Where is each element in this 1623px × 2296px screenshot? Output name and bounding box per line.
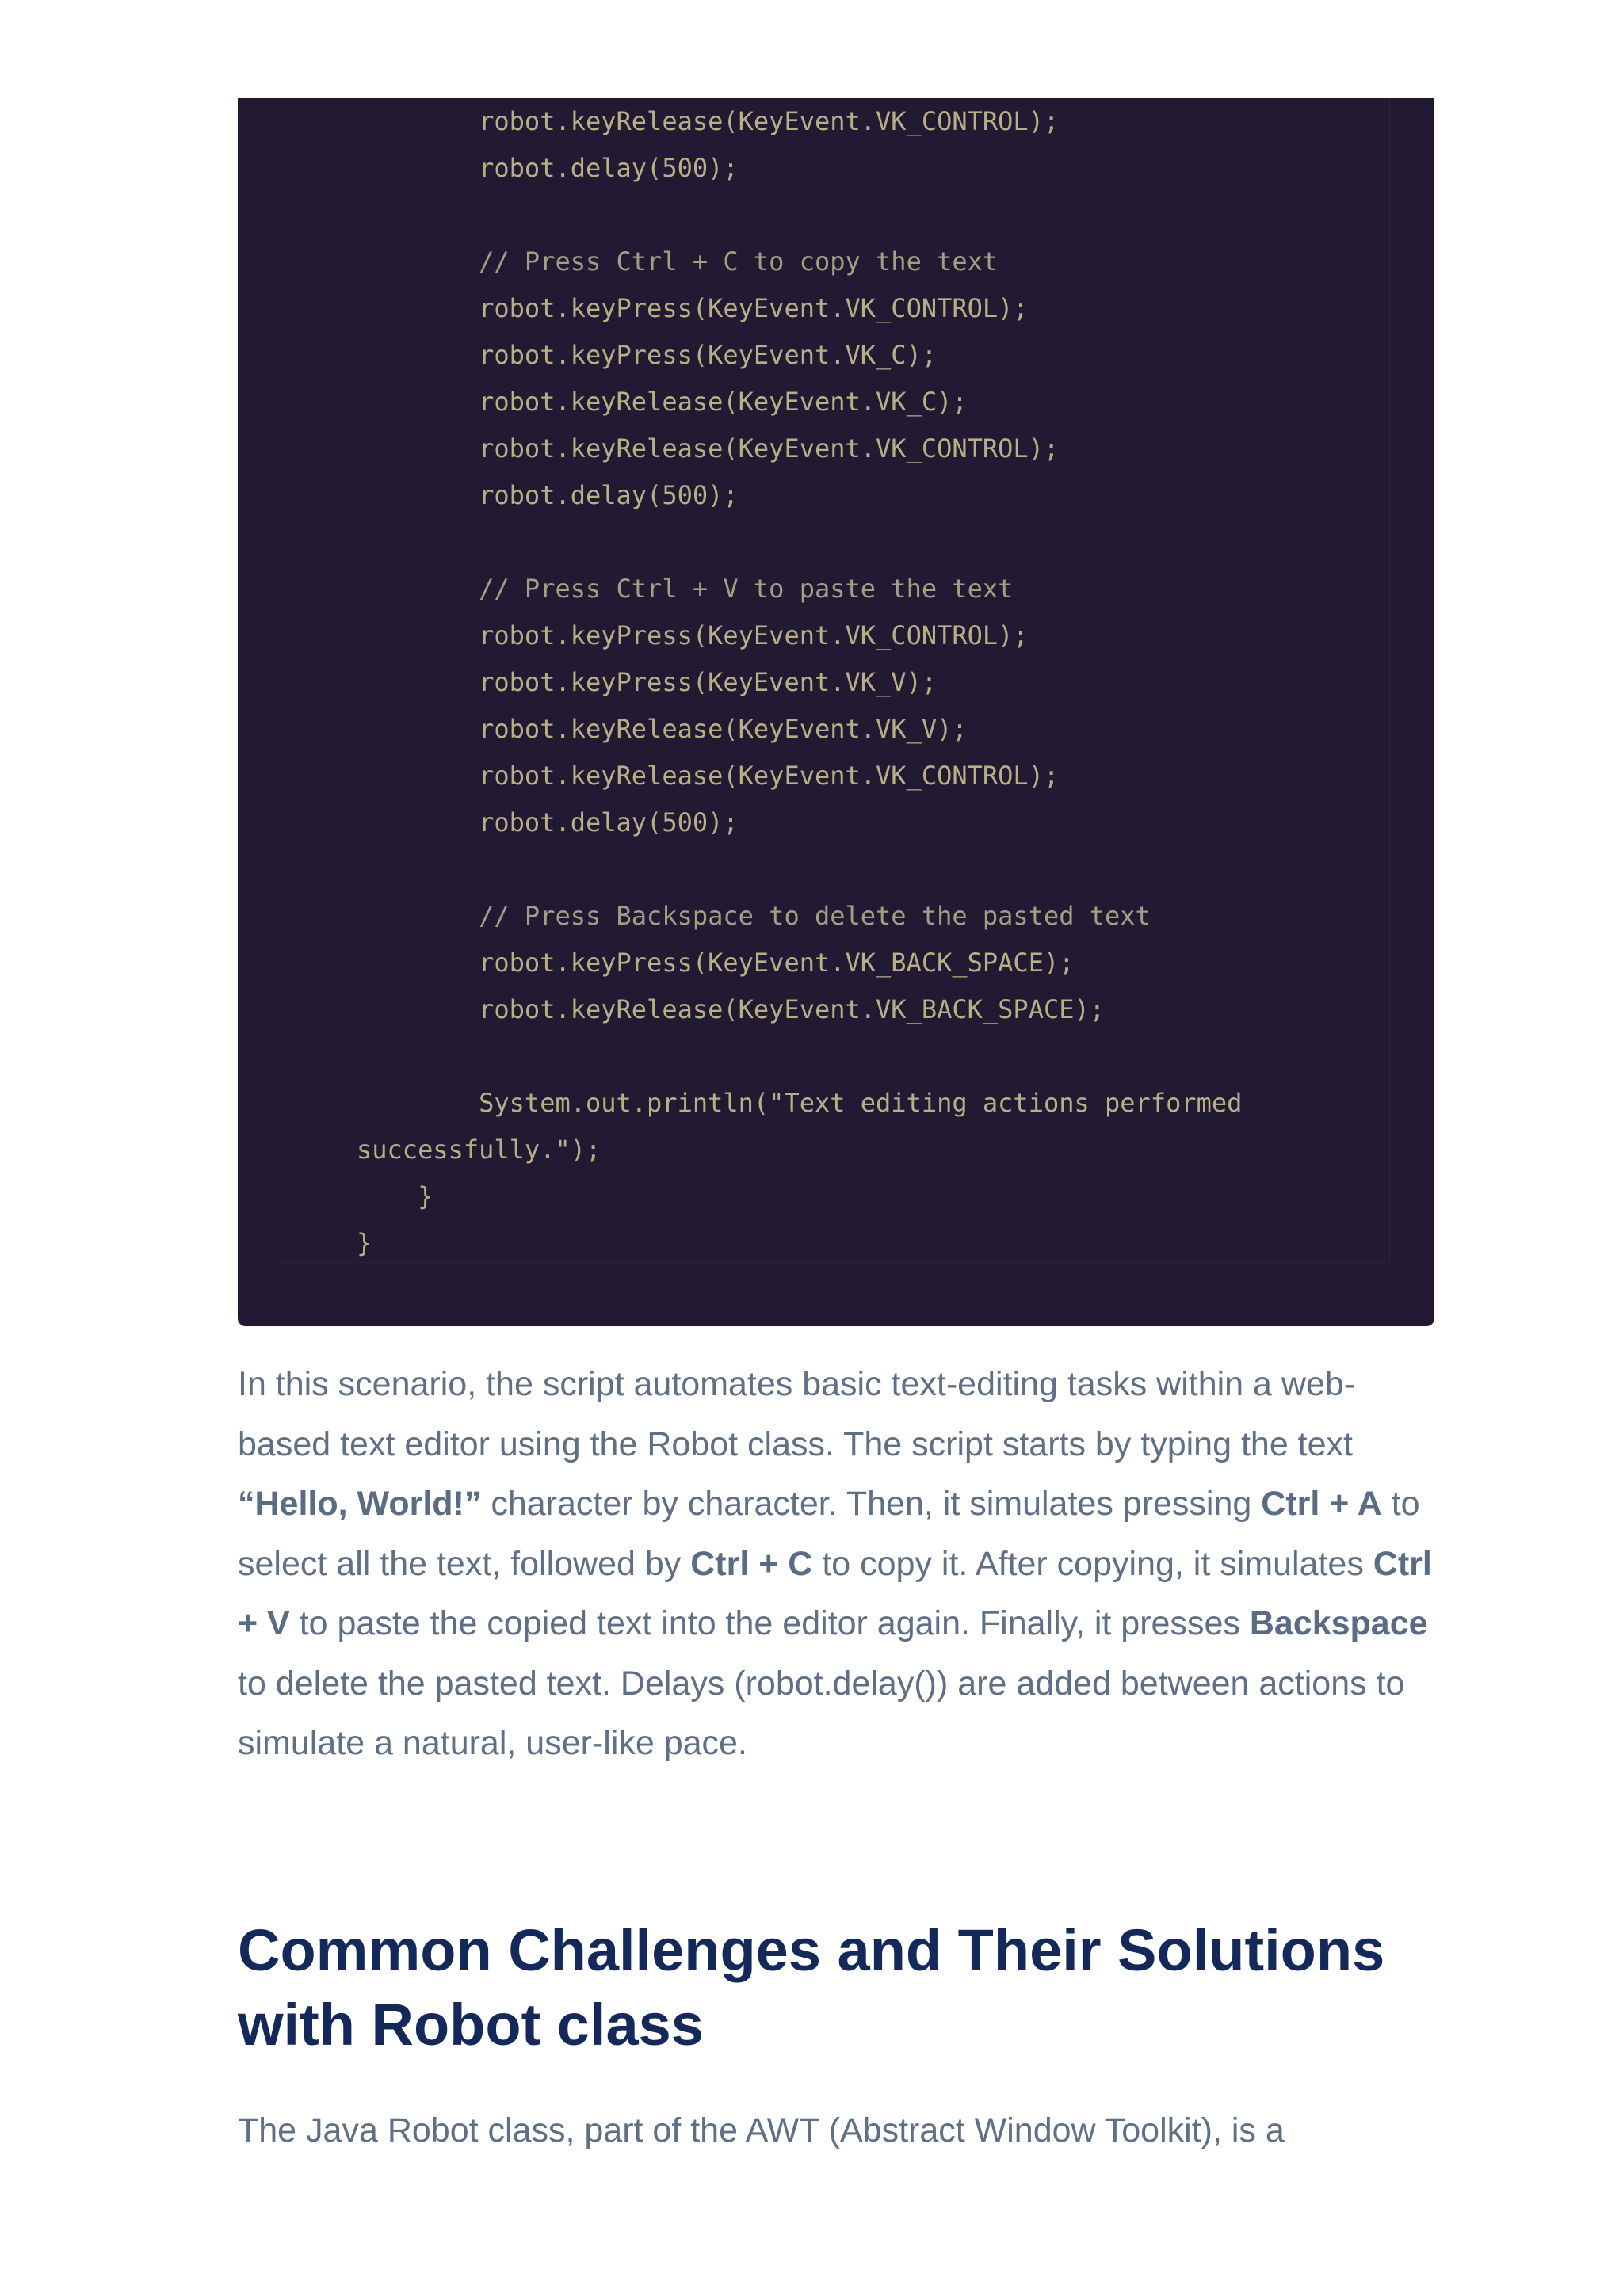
emphasis-text: Backspace <box>1249 1604 1428 1642</box>
code-line: System.out.println("Text editing actions performed <box>357 1088 1243 1118</box>
code-line: robot.keyRelease(KeyEvent.VK_CONTROL); <box>357 106 1060 136</box>
code-comment-line: // Press Ctrl + C to copy the text <box>357 246 999 277</box>
code-line: } <box>357 1228 372 1258</box>
paragraph-text: to copy it. After copying, it simulates <box>812 1544 1373 1583</box>
code-comment-line: // Press Backspace to delete the pasted text <box>357 901 1151 931</box>
code-line: robot.keyRelease(KeyEvent.VK_V); <box>357 714 968 744</box>
emphasis-text: Ctrl + A <box>1261 1485 1382 1523</box>
code-line: robot.delay(500); <box>357 807 739 837</box>
code-blank-line <box>357 846 1242 893</box>
code-line: robot.keyPress(KeyEvent.VK_C); <box>357 340 938 370</box>
code-line: robot.keyPress(KeyEvent.VK_V); <box>357 667 938 697</box>
intro-paragraph: The Java Robot class, part of the AWT (Abstract Window Toolkit), is a <box>238 2111 1285 2149</box>
emphasis-text: “Hello, World!” <box>238 1485 482 1523</box>
code-line: robot.keyRelease(KeyEvent.VK_CONTROL); <box>357 761 1060 791</box>
paragraph-text: In this scenario, the script automates basic text-editing tasks within a web-based text editor using the Robot class. The script starts by typing the text <box>238 1365 1356 1463</box>
emphasis-text: Ctrl + V <box>238 1544 1432 1642</box>
code-blank-line <box>357 519 1242 566</box>
section-heading: Common Challenges and Their Solutions with Robot class <box>238 1917 1385 2058</box>
code-line: robot.keyRelease(KeyEvent.VK_CONTROL); <box>357 433 1060 463</box>
paragraph-text: character by character. Then, it simulates pressing <box>481 1485 1262 1523</box>
code-line: robot.keyRelease(KeyEvent.VK_C); <box>357 387 968 417</box>
paragraph-text: to paste the copied text into the editor again. Finally, it presses <box>289 1604 1250 1642</box>
code-lines <box>357 98 1242 1267</box>
code-comment-line: // Press Ctrl + V to paste the text <box>357 574 1014 604</box>
code-line: robot.keyPress(KeyEvent.VK_CONTROL); <box>357 293 1029 323</box>
code-line: robot.keyRelease(KeyEvent.VK_BACK_SPACE); <box>357 994 1106 1024</box>
code-block <box>238 98 1434 1326</box>
paragraph-text: to select all the text, followed by <box>238 1485 1420 1583</box>
code-blank-line <box>357 1033 1242 1080</box>
code-scroll-area[interactable] <box>281 98 1390 1263</box>
code-line: robot.keyPress(KeyEvent.VK_CONTROL); <box>357 620 1029 650</box>
explanation-paragraph <box>238 1355 1434 1774</box>
paragraph-text: to delete the pasted text. Delays (robot.delay()) are added between actions to simulate a natural, user-like pace. <box>238 1664 1405 1762</box>
code-line: robot.delay(500); <box>357 153 739 183</box>
code-line: robot.delay(500); <box>357 480 739 510</box>
code-line: robot.keyPress(KeyEvent.VK_BACK_SPACE); <box>357 948 1075 978</box>
emphasis-text: Ctrl + C <box>690 1544 813 1583</box>
code-line: successfully."); <box>357 1135 601 1165</box>
code-blank-line <box>357 192 1242 238</box>
code-line: } <box>357 1181 433 1211</box>
